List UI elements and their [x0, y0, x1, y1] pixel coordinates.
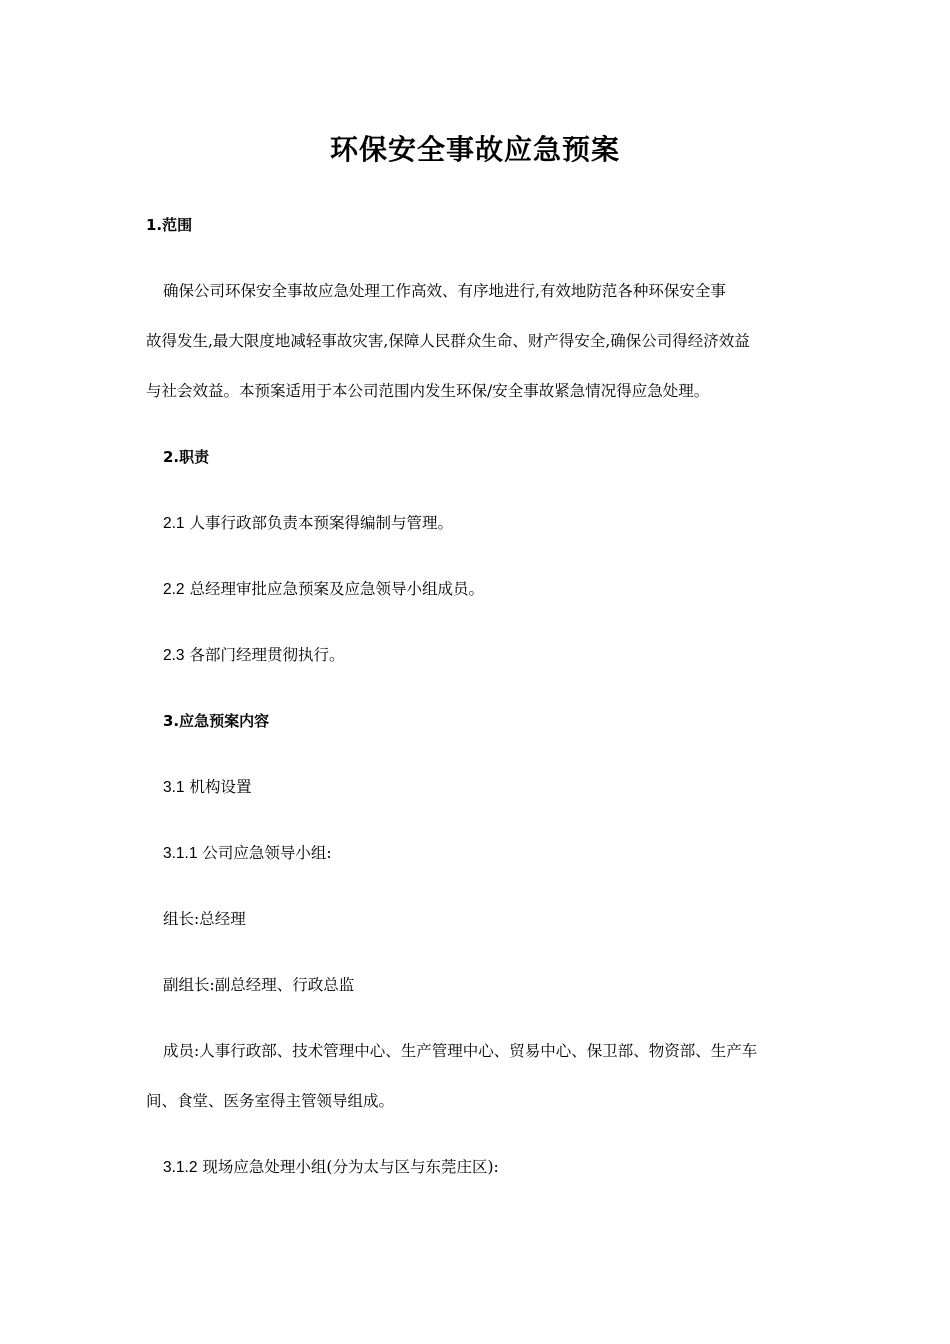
group-deputy-leader: 副组长:副总经理、行政总监 — [163, 976, 355, 994]
subsection-3-1-1 — [163, 842, 332, 865]
scope-paragraph-line-2: 故得发生,最大限度地减轻事故灾害,保障人民群众生命、财产得安全,确保公司得经济效益 — [146, 332, 750, 350]
section-heading-duties: 2.职责 — [163, 448, 210, 466]
duty-item-number: 2.2 — [163, 581, 185, 598]
section-heading-plan-content: 3.应急预案内容 — [163, 712, 270, 730]
duty-item-number: 2.3 — [163, 647, 185, 664]
duty-item-2-2 — [163, 578, 484, 601]
subsection-number: 3.1.1 — [163, 845, 198, 862]
duty-item-2-1 — [163, 512, 453, 535]
section-heading-scope: 1.范围 — [146, 216, 193, 234]
duty-item-text: 各部门经理贯彻执行。 — [184, 646, 345, 664]
subsection-text: 机构设置 — [184, 778, 252, 796]
subsection-number: 3.1.2 — [163, 1159, 198, 1176]
document-title: 环保安全事故应急预案 — [329, 133, 620, 166]
scope-paragraph-line-3: 与社会效益。本预案适用于本公司范围内发生环保/安全事故紧急情况得应急处理。 — [146, 382, 710, 400]
duty-item-2-3 — [163, 644, 345, 667]
duty-item-text: 总经理审批应急预案及应急领导小组成员。 — [184, 580, 484, 598]
group-leader: 组长:总经理 — [163, 910, 246, 928]
subsection-3-1-2 — [163, 1156, 499, 1179]
group-members-line-2: 间、食堂、医务室得主管领导组成。 — [146, 1092, 395, 1110]
subsection-text: 公司应急领导小组: — [197, 844, 332, 862]
scope-paragraph-line-1: 确保公司环保安全事故应急处理工作高效、有序地进行,有效地防范各种环保安全事 — [163, 282, 726, 300]
group-members-line-1: 成员:人事行政部、技术管理中心、生产管理中心、贸易中心、保卫部、物资部、生产车 — [163, 1042, 758, 1060]
subsection-3-1 — [163, 776, 252, 799]
subsection-text: 现场应急处理小组(分为太与区与东莞庄区): — [197, 1158, 499, 1176]
duty-item-number: 2.1 — [163, 515, 185, 532]
duty-item-text: 人事行政部负责本预案得编制与管理。 — [184, 514, 453, 532]
subsection-number: 3.1 — [163, 779, 185, 796]
